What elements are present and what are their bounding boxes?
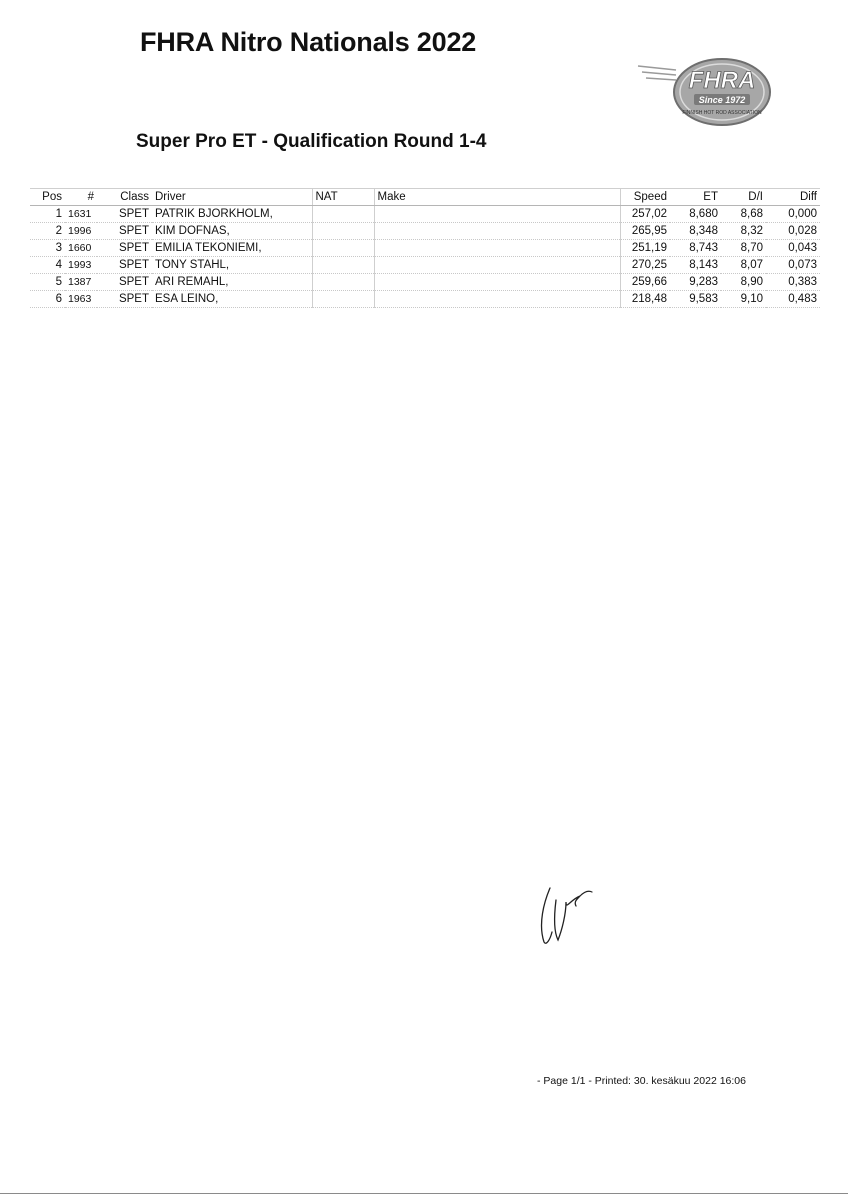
cell-class: SPET xyxy=(97,206,152,223)
table-row xyxy=(30,240,820,257)
cell-et: 9,583 xyxy=(670,291,721,308)
cell-nat xyxy=(312,223,374,240)
cell-class: SPET xyxy=(97,223,152,240)
logo-wordmark: FHRA xyxy=(688,67,756,94)
cell-driver: TONY STAHL, xyxy=(152,257,312,274)
header-number: # xyxy=(65,189,97,206)
cell-pos: 2 xyxy=(30,223,65,240)
cell-nat xyxy=(312,291,374,308)
header-pos: Pos xyxy=(30,189,65,206)
cell-make xyxy=(374,240,620,257)
cell-et: 8,743 xyxy=(670,240,721,257)
cell-nat xyxy=(312,257,374,274)
cell-number: 1996 xyxy=(65,223,97,240)
cell-speed: 251,19 xyxy=(620,240,670,257)
cell-diff: 0,028 xyxy=(766,223,820,240)
cell-make xyxy=(374,257,620,274)
header-driver: Driver xyxy=(152,189,312,206)
header-di: D/I xyxy=(721,189,766,206)
cell-et: 8,680 xyxy=(670,206,721,223)
cell-class: SPET xyxy=(97,274,152,291)
cell-number: 1660 xyxy=(65,240,97,257)
cell-number: 1963 xyxy=(65,291,97,308)
table-row xyxy=(30,206,820,223)
cell-pos: 6 xyxy=(30,291,65,308)
cell-diff: 0,483 xyxy=(766,291,820,308)
header-speed: Speed xyxy=(620,189,670,206)
cell-et: 9,283 xyxy=(670,274,721,291)
cell-driver: ESA LEINO, xyxy=(152,291,312,308)
cell-driver: EMILIA TEKONIEMI, xyxy=(152,240,312,257)
cell-number: 1387 xyxy=(65,274,97,291)
header-make: Make xyxy=(374,189,620,206)
cell-di: 9,10 xyxy=(721,291,766,308)
cell-di: 8,68 xyxy=(721,206,766,223)
logo-speed-lines xyxy=(638,66,676,80)
cell-nat xyxy=(312,206,374,223)
logo-org: FINNISH HOT ROD ASSOCIATION xyxy=(682,110,762,116)
cell-class: SPET xyxy=(97,291,152,308)
logo-since: Since 1972 xyxy=(698,95,746,105)
cell-driver: PATRIK BJORKHOLM, xyxy=(152,206,312,223)
cell-et: 8,348 xyxy=(670,223,721,240)
cell-make xyxy=(374,223,620,240)
page-bottom-rule xyxy=(0,1193,848,1194)
cell-diff: 0,000 xyxy=(766,206,820,223)
cell-class: SPET xyxy=(97,240,152,257)
cell-pos: 4 xyxy=(30,257,65,274)
cell-nat xyxy=(312,274,374,291)
table-row xyxy=(30,274,820,291)
cell-et: 8,143 xyxy=(670,257,721,274)
cell-di: 8,90 xyxy=(721,274,766,291)
table-row xyxy=(30,223,820,240)
fhra-logo-icon xyxy=(636,52,772,128)
cell-pos: 3 xyxy=(30,240,65,257)
cell-speed: 270,25 xyxy=(620,257,670,274)
cell-diff: 0,383 xyxy=(766,274,820,291)
cell-make xyxy=(374,206,620,223)
header-nat: NAT xyxy=(312,189,374,206)
cell-speed: 257,02 xyxy=(620,206,670,223)
cell-make xyxy=(374,274,620,291)
cell-driver: KIM DOFNAS, xyxy=(152,223,312,240)
page-title: FHRA Nitro Nationals 2022 xyxy=(140,27,477,57)
table-row xyxy=(30,291,820,308)
cell-di: 8,07 xyxy=(721,257,766,274)
cell-speed: 265,95 xyxy=(620,223,670,240)
cell-di: 8,70 xyxy=(721,240,766,257)
table-header-row xyxy=(30,189,820,206)
qualification-results-table xyxy=(30,188,820,308)
page-footer: - Page 1/1 - Printed: 30. kesäkuu 2022 16:06 xyxy=(537,1075,746,1087)
cell-speed: 218,48 xyxy=(620,291,670,308)
cell-driver: ARI REMAHL, xyxy=(152,274,312,291)
cell-pos: 5 xyxy=(30,274,65,291)
cell-number: 1993 xyxy=(65,257,97,274)
cell-make xyxy=(374,291,620,308)
handwritten-signature-icon xyxy=(536,880,606,952)
cell-di: 8,32 xyxy=(721,223,766,240)
cell-pos: 1 xyxy=(30,206,65,223)
cell-nat xyxy=(312,240,374,257)
cell-class: SPET xyxy=(97,257,152,274)
cell-diff: 0,073 xyxy=(766,257,820,274)
header-diff: Diff xyxy=(766,189,820,206)
cell-number: 1631 xyxy=(65,206,97,223)
section-subtitle: Super Pro ET - Qualification Round 1-4 xyxy=(136,131,487,152)
header-class: Class xyxy=(97,189,152,206)
cell-speed: 259,66 xyxy=(620,274,670,291)
header-et: ET xyxy=(670,189,721,206)
cell-diff: 0,043 xyxy=(766,240,820,257)
table-row xyxy=(30,257,820,274)
